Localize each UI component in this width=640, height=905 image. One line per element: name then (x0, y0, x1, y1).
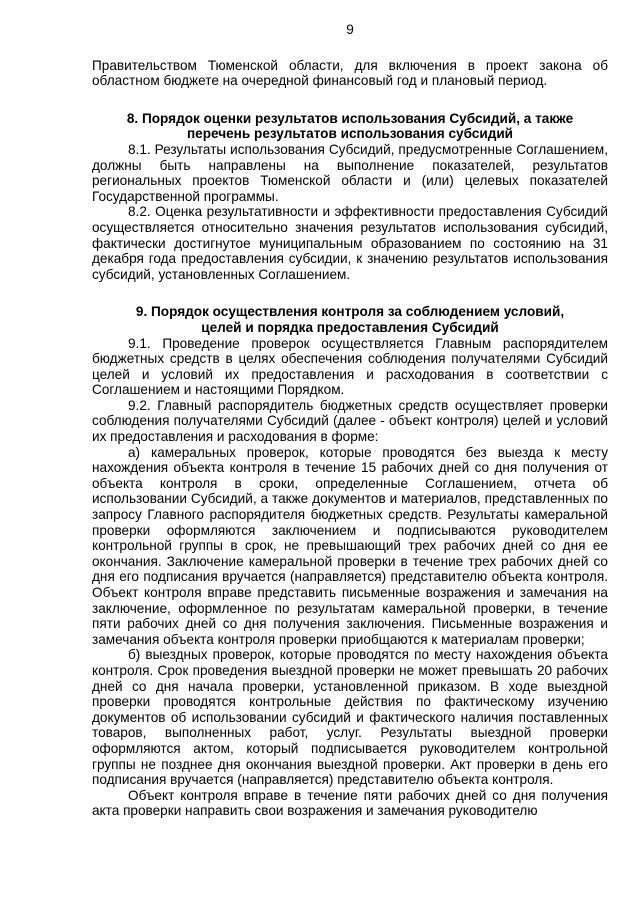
section-9-heading-line-1: 9. Порядок осуществления контроля за соблюдением условий, (135, 304, 565, 320)
page-number: 9 (346, 22, 354, 37)
paragraph-8-1: 8.1. Результаты использования Субсидий, предусмотренные Соглашением, должны быть направлены на выполнение показателей, результатов региональных проектов Тюменской области и (или) целевых показателей Государственной программы. (92, 141, 608, 204)
section-8-heading-line-2: перечень результатов использования субсидий (186, 126, 514, 142)
spacer (92, 282, 608, 304)
paragraph-9-objection: Объект контроля вправе в течение пяти рабочих дней со дня получения акта проверки направить свои возражения и замечания руководителю (92, 787, 608, 819)
paragraph-8-2: 8.2. Оценка результативности и эффективности предоставления Субсидий осуществляется относительно значения результатов использования субсидий, фактически достигнутое муниципальным образованием по состоянию на 31 декабря года предоставления субсидии, к значению результатов использования субсидий, установленных Соглашением. (92, 204, 608, 282)
paragraph-9-2-a: а) камеральных проверок, которые проводятся без выезда к месту нахождения объекта контроля в течение 15 рабочих дней со дня получения от объекта контроля в сроки, определенные Соглашением, отчета об использовании Субсидий, а также документов и материалов, представленных по запросу Главного распорядителя бюджетных средств. Результаты камеральной проверки оформляются заключением и подписываются руководителем контрольной группы в срок, не превышающий трех рабочих дней со дня ее окончания. Заключение камеральной проверки в течение трех рабочих дней со дня его подписания вручается (направляется) представителю объекта контроля. Объект контроля вправе представить письменные возражения и замечания на заключение, оформленное по результатам камеральной проверки, в течение пяти рабочих дней со дня получения заключения. Письменные возражения и замечания объекта контроля проверки приобщаются к материалам проверки; (92, 444, 608, 647)
section-8-heading (92, 111, 608, 142)
paragraph-9-1: 9.1. Проведение проверок осуществляется Главным распорядителем бюджетных средств в целях обеспечения соблюдения получателями Субсидий целей и условий их предоставления и расходования в соответствии с Соглашением и настоящими Порядком. (92, 335, 608, 398)
section-9-heading-line-2: целей и порядка предоставления Субсидий (201, 319, 499, 335)
section-9-heading (92, 304, 608, 335)
paragraph-9-2-b: б) выездных проверок, которые проводятся по месту нахождения объекта контроля. Срок проведения выездной проверки не может превышать 20 рабочих дней со дня начала проверки, установленной приказом. В ходе выездной проверки проводятся контрольные действия по фактическому изучению документов об использовании субсидий и фактического наличия поставленных товаров, выполненных работ, услуг. Результаты выездной проверки оформляются актом, который подписывается руководителем контрольной группы не позднее дня окончания выездной проверки. Акт проверки в день его подписания вручается (направляется) представителю объекта контроля. (92, 647, 608, 788)
section-8-heading-line-1: 8. Порядок оценки результатов использования Субсидий, а также (126, 110, 574, 126)
spacer (92, 89, 608, 111)
document-page (92, 22, 608, 819)
intro-paragraph: Правительством Тюменской области, для включения в проект закона об областном бюджете на очередной финансовый год и плановый период. (92, 57, 608, 89)
paragraph-9-2: 9.2. Главный распорядитель бюджетных средств осуществляет проверки соблюдения получателями Субсидий (далее - объект контроля) целей и условий их предоставления и расходования в форме: (92, 397, 608, 445)
